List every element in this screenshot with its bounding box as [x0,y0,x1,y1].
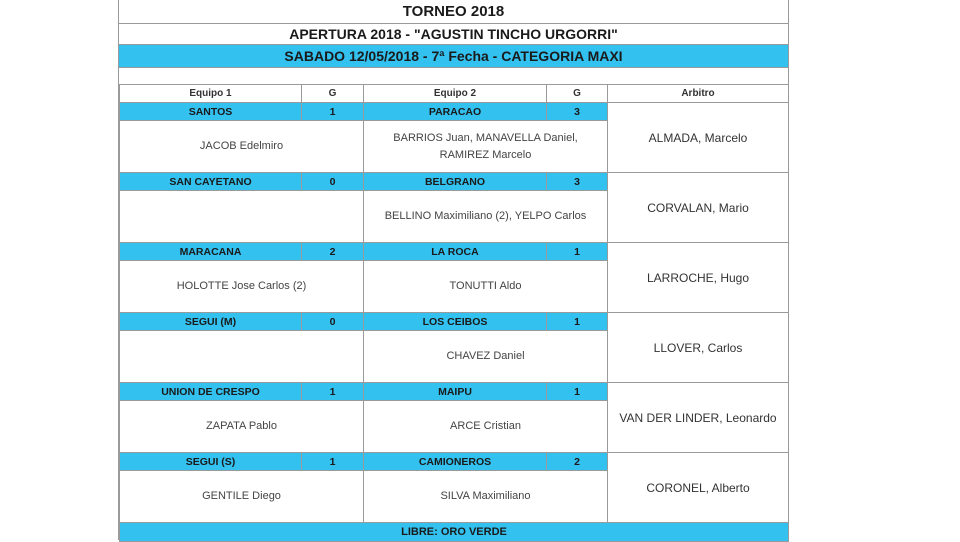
team1-goals: 2 [302,243,364,261]
team2-name: BELGRANO [364,173,547,191]
team2-goals: 2 [547,453,608,471]
referee-cell [608,103,789,173]
match-teams-row [120,313,789,331]
team2-scorers-cell [364,191,608,243]
team2-goals: 1 [547,313,608,331]
team1-scorers: HOLOTTE Jose Carlos (2) [176,280,307,292]
team2-scorers-cell [364,471,608,523]
team2-name: LOS CEIBOS [364,313,547,331]
team1-scorers: ZAPATA Pablo [206,420,277,432]
team1-goals: 0 [302,313,364,331]
date-line: SABADO 12/05/2018 - 7ª Fecha - CATEGORIA MAXI [119,45,788,68]
team1-name: SEGUI (S) [120,453,302,471]
team2-scorers-cell [364,331,608,383]
team2-scorers-cell [364,121,608,173]
team1-goals: 0 [302,173,364,191]
match-teams-row [120,383,789,401]
referee-name: VAN DER LINDER, Leonardo [619,410,777,425]
team1-name: MARACANA [120,243,302,261]
referee-cell [608,173,789,243]
header-goals2: G [547,85,608,103]
match-teams-row [120,453,789,471]
match-teams-row [120,243,789,261]
referee-cell [608,243,789,313]
team2-goals: 1 [547,243,608,261]
header-referee: Arbitro [608,85,789,103]
team1-scorers-cell [120,331,364,383]
team2-scorers: SILVA Maximiliano [440,490,531,502]
libre-row [120,523,789,542]
referee-name: CORVALAN, Mario [647,200,749,215]
team1-name: SANTOS [120,103,302,121]
team2-scorers: TONUTTI Aldo [449,280,522,292]
match-teams-row [120,103,789,121]
team1-scorers-cell [120,261,364,313]
tournament-subtitle: APERTURA 2018 - "AGUSTIN TINCHO URGORRI" [119,24,788,45]
team2-goals: 1 [547,383,608,401]
team2-name: CAMIONEROS [364,453,547,471]
referee-cell [608,313,789,383]
fixture-table [119,84,789,542]
referee-name: CORONEL, Alberto [646,480,750,495]
team1-goals: 1 [302,103,364,121]
team1-scorers-cell [120,401,364,453]
team1-name: UNION DE CRESPO [120,383,302,401]
team1-goals: 1 [302,383,364,401]
tournament-title: TORNEO 2018 [119,0,788,24]
team2-goals: 3 [547,173,608,191]
team1-scorers-cell [120,121,364,173]
team1-scorers: GENTILE Diego [202,490,281,502]
team2-scorers: CHAVEZ Daniel [446,350,525,362]
team2-scorers: BELLINO Maximiliano (2), YELPO Carlos [384,210,587,222]
referee-name: LARROCHE, Hugo [646,270,750,285]
team1-name: SAN CAYETANO [120,173,302,191]
libre-team: LIBRE: ORO VERDE [120,523,789,542]
referee-name: LLOVER, Carlos [653,340,743,355]
table-header-row [120,85,789,103]
team2-goals: 3 [547,103,608,121]
team2-name: PARACAO [364,103,547,121]
referee-cell [608,383,789,453]
team2-scorers: ARCE Cristian [450,420,521,432]
header-team2: Equipo 2 [364,85,547,103]
team1-scorers: JACOB Edelmiro [199,140,284,152]
team2-name: MAIPU [364,383,547,401]
referee-name: ALMADA, Marcelo [648,130,748,145]
match-teams-row [120,173,789,191]
fixture-sheet [118,0,789,540]
referee-cell [608,453,789,523]
team1-goals: 1 [302,453,364,471]
header-team1: Equipo 1 [120,85,302,103]
team2-scorers-cell [364,401,608,453]
header-goals1: G [302,85,364,103]
team1-scorers-cell [120,191,364,243]
team2-name: LA ROCA [364,243,547,261]
team1-scorers-cell [120,471,364,523]
team1-name: SEGUI (M) [120,313,302,331]
team2-scorers: BARRIOS Juan, MANAVELLA Daniel, RAMIREZ Marcelo [393,131,578,161]
team2-scorers-cell [364,261,608,313]
